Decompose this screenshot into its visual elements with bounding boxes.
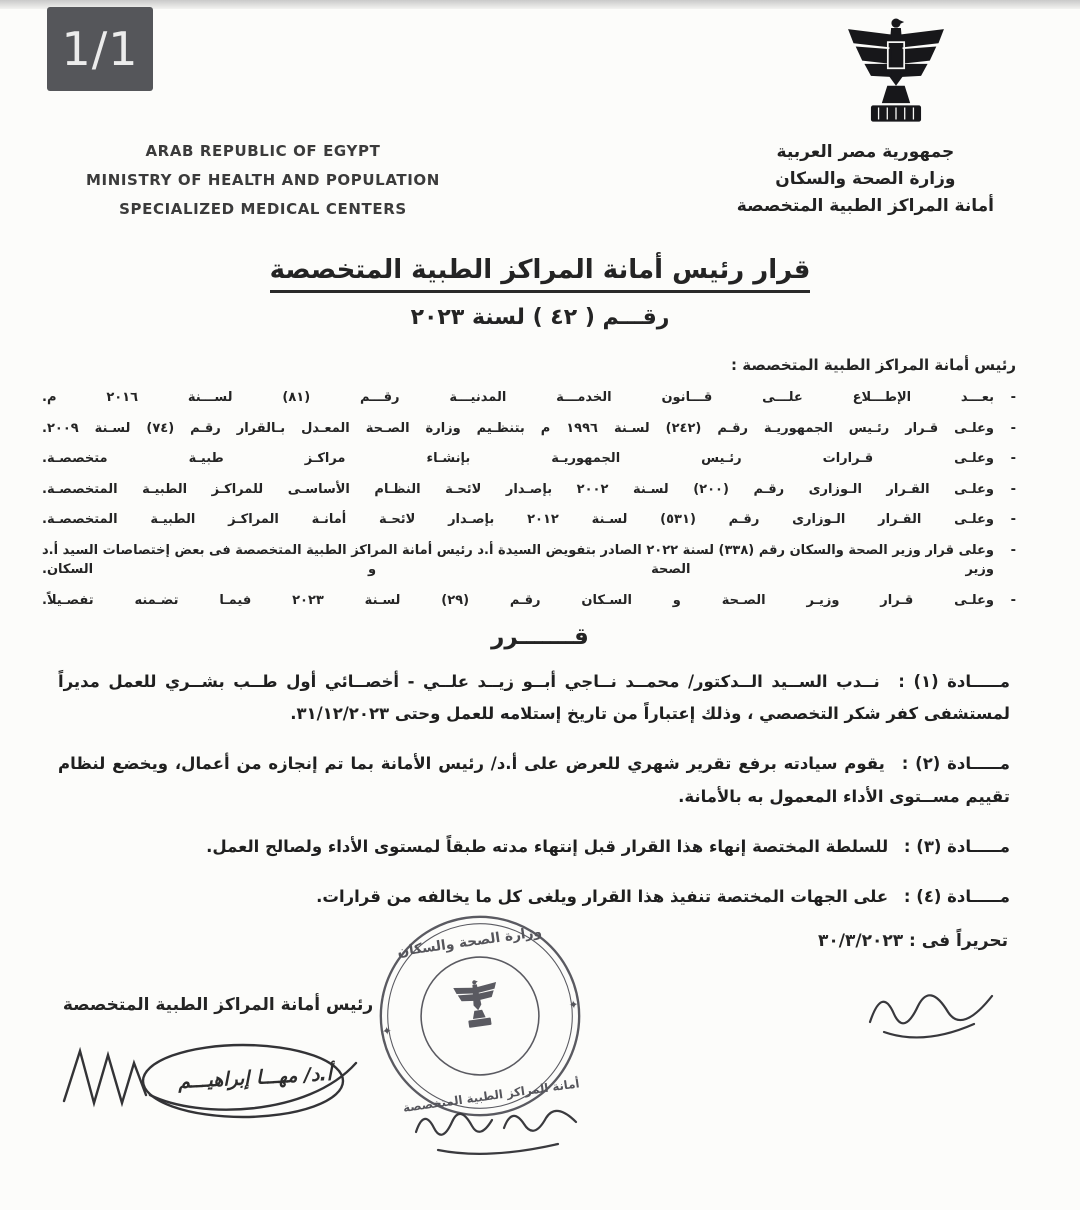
signatory-block <box>58 995 378 1094</box>
article-4-text: على الجهات المختصة تنفيذ هذا القرار ويلغى كل ما يخالفه من قرارات. <box>316 886 889 906</box>
letterhead-ar-line-1: جمهورية مصر العربية <box>776 142 955 162</box>
stamp-eagle-icon <box>453 977 502 1029</box>
letterhead-ar-line-3: أمانة المراكز الطبية المتخصصة <box>736 196 994 216</box>
letterhead-english <box>86 142 440 229</box>
preamble: رئيس أمانة المراكز الطبية المتخصصة : <box>731 356 1016 374</box>
signatory-name: أ.د/ مهـــا إبراهيـــم <box>177 1062 333 1094</box>
recital-item: - بعـــد الإطـــلاع علـــى قـــانون الخدمـــة المدنيـــة رقـــم (٨١) لســـنة ٢٠١٦ م. <box>42 388 1018 408</box>
initials-signature-scribble <box>862 982 1002 1042</box>
article-2-text: يقوم سيادته برفع تقرير شهري للعرض على أ.د/ رئيس الأمانة بما تم إنجازه من أعمال، ويخضع لنظام تقييم مســتوى الأداء المعمول به بالأمانة. <box>58 754 1010 806</box>
recital-item: - وعلـى قـرارات رئـيس الجمهوريـة بإنشـاء مراكـز طبيـة متخصصـة. <box>42 449 1018 469</box>
article-1-label: مـــــادة (١) : <box>898 672 1010 691</box>
article-4-label: مـــــادة (٤) : <box>903 886 1010 906</box>
article-1-text: نــدب الســيد الــدكتور/ محمــد نــاجي أبــو زيــد علــي - أخصــائي أول طــب بشــري للعمل مديراً لمستشفى كفر شكر التخصصي ، وذلك إعتباراً من تاريخ إستلامه للعمل وحتى ٣١/١٢/٢٠٢٣. <box>58 672 1010 724</box>
stamp-star-right: ✦ <box>567 997 580 1013</box>
article-3-label: مـــــادة (٣) : <box>903 836 1010 856</box>
recitals-list <box>0 388 1080 610</box>
recital-item: - وعلـى قـرار وزيـر الصـحة و السـكان رقـم (٢٩) لسـنة ٢٠٢٣ فيمـا تضـمنه تفصـيلاً. <box>42 591 1018 611</box>
articles-section <box>0 666 1080 913</box>
article-3 <box>58 831 1010 863</box>
issued-date-line: تحريراً فى : ٣٠/٣/٢٠٢٣ <box>818 931 1008 952</box>
recital-item: - وعلى قرار وزير الصحة والسكان رقم (٣٣٨) لسنة ٢٠٢٢ الصادر بتفويض السيدة أ.د رئيس أمانة المراكز الطبية المتخصصة فى بعض إختصاصات السيد أ.د وزير الصحة و السكان. <box>42 541 1018 580</box>
article-1 <box>58 666 1010 730</box>
handwritten-marks-scribble <box>408 1092 588 1162</box>
letterhead-en-line-1: ARAB REPUBLIC OF EGYPT <box>145 142 381 160</box>
article-3-text: للسلطة المختصة إنهاء هذا القرار قبل إنتهاء مدته طبقاً لمستوى الأداء ولصالح العمل. <box>206 836 889 856</box>
letterhead <box>0 142 1080 229</box>
letterhead-en-line-2: MINISTRY OF HEALTH AND POPULATION <box>86 171 440 189</box>
decree-title <box>0 255 1080 330</box>
stamp-top-text: وزارة الصحة والسكان <box>396 923 543 961</box>
stamp-star-left: ✦ <box>381 1023 393 1039</box>
decision-word: قـــــــرر <box>491 624 589 650</box>
page-indicator-badge: 1/1 <box>47 7 153 91</box>
recital-item: - وعلـى قـرار رئـيس الجمهوريـة رقـم (٢٤٢) لسـنة ١٩٩٦ م بتنظـيم وزارة الصـحة المعـدل بـالقرار رقـم (٧٤) لسـنة ٢٠٠٩. <box>42 419 1018 439</box>
article-2-label: مـــــادة (٢) : <box>901 754 1010 774</box>
recital-item: - وعلـى القـرار الـوزارى رقـم (٢٠٠) لسـنة ٢٠٠٢ بإصـدار لائحـة النظـام الأساسـى للمراكـز الطبيـة المتخصصـة. <box>42 480 1018 500</box>
decree-title-line-1: قرار رئيس أمانة المراكز الطبية المتخصصة <box>270 255 811 293</box>
stamp-bottom-text: أمانة المراكز الطبية المتخصصة <box>402 1076 581 1115</box>
signatory-title: رئيس أمانة المراكز الطبية المتخصصة <box>62 995 374 1015</box>
article-2 <box>58 748 1010 812</box>
recital-item: - وعلـى القـرار الـوزارى رقـم (٥٣١) لسـنة ٢٠١٢ بإصـدار لائحـة أمانـة المراكـز الطبيـة المتخصصـة. <box>42 510 1018 530</box>
letterhead-arabic <box>737 142 994 223</box>
letterhead-ar-line-2: وزارة الصحة والسكان <box>775 169 956 189</box>
letterhead-en-line-3: SPECIALIZED MEDICAL CENTERS <box>119 200 407 218</box>
decree-title-line-2: رقـــم ( ٤٢ ) لسنة ٢٠٢٣ <box>410 305 670 330</box>
